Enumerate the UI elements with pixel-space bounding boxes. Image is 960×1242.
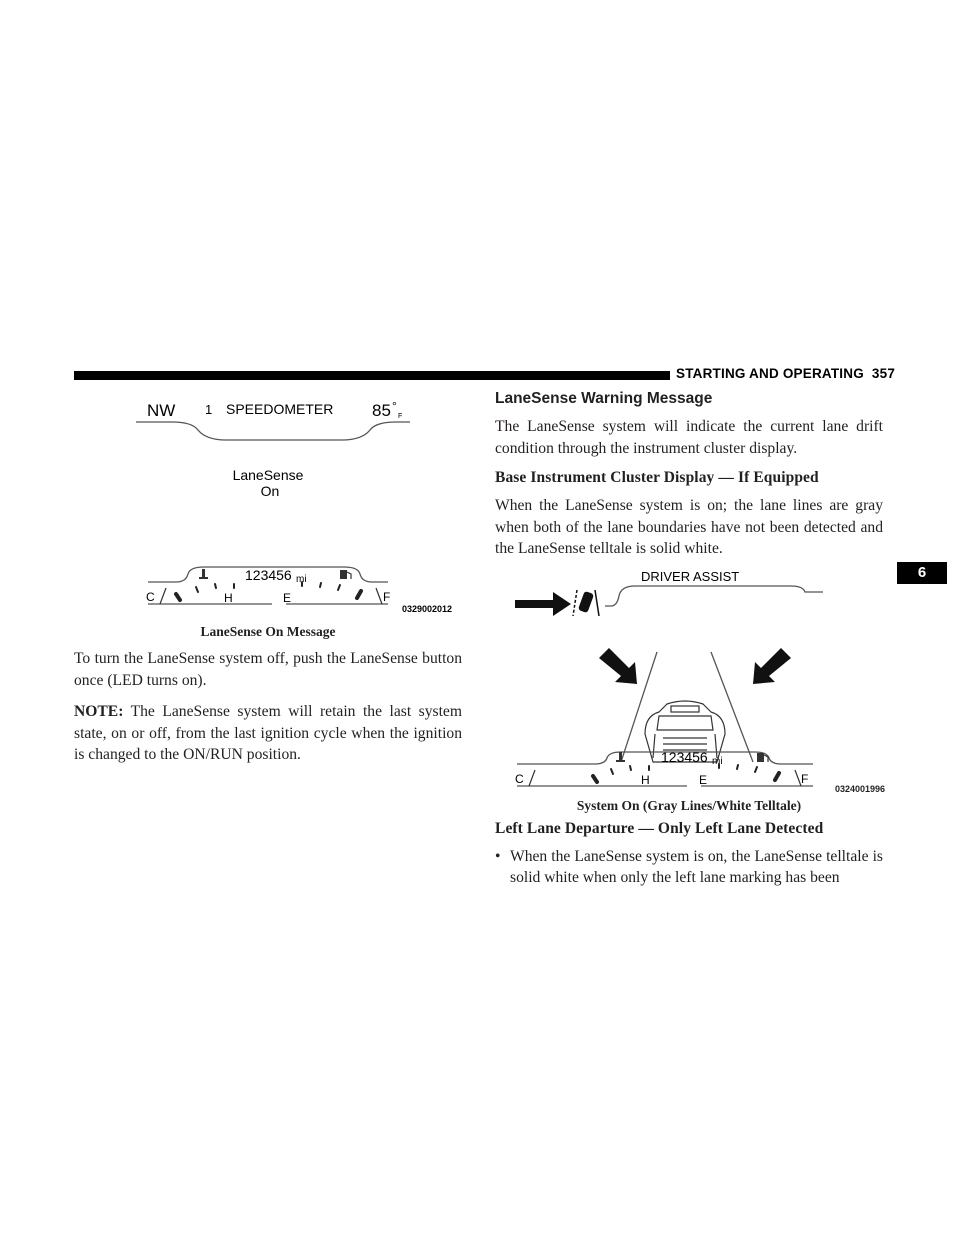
fuel-gauge-ticks [719, 764, 779, 780]
odometer-value: 123456 [245, 567, 292, 583]
list-item: • When the LaneSense system is on, the LaneSense telltale is solid white when only the left lane marking has been [495, 846, 883, 889]
section-heading: LaneSense Warning Message [495, 390, 713, 407]
gauge-label-hot: H [224, 591, 233, 605]
header-rule [74, 371, 670, 380]
gauge-label-empty: E [699, 772, 708, 787]
odometer-unit: mi [712, 755, 723, 767]
odometer-value: 123456 [661, 748, 708, 765]
gauge-label-full: F [383, 590, 391, 604]
figure-caption: LaneSense On Message [200, 624, 336, 639]
chapter-tab[interactable]: 6 [897, 562, 947, 584]
pointer-arrow-right-lane [753, 648, 791, 684]
bullet-list [495, 846, 883, 889]
note-paragraph [74, 701, 462, 766]
subheading-left-lane: Left Lane Departure — Only Left Lane Detected [495, 819, 824, 837]
screen-title: DRIVER ASSIST [641, 568, 740, 584]
paragraph-turn-off: To turn the LaneSense system off, push the LaneSense button once (LED turns on). [74, 650, 462, 689]
gauge-label-cold: C [146, 590, 155, 604]
figure-id: 0329002012 [402, 604, 453, 614]
section-title: STARTING AND OPERATING [676, 366, 864, 381]
note-label: NOTE: [74, 703, 124, 720]
right-lane-line [711, 652, 753, 762]
pointer-arrow-telltale [515, 592, 571, 616]
gauge-slash-left [529, 770, 535, 786]
driver-assist-display-figure [495, 566, 895, 790]
gauge-slash-right [376, 588, 382, 604]
odometer-unit: mi [296, 574, 307, 585]
screen-number: 1 [205, 402, 213, 417]
left-column [74, 396, 462, 766]
running-header [676, 366, 895, 381]
gauge-label-empty: E [283, 591, 292, 605]
compass-heading: NW [147, 401, 176, 420]
paragraph-gray-lines: When the LaneSense system is on; the lane lines are gray when both of the lane boundaries have not been detected and the LaneSense telltale is solid white. [495, 497, 883, 557]
fuel-gauge-ticks [302, 582, 361, 598]
subheading-base-cluster: Base Instrument Cluster Display — If Equipped [495, 469, 819, 486]
top-display-divider [136, 422, 410, 440]
paragraph-warning-intro: The LaneSense system will indicate the current lane drift condition through the instrument cluster display. [495, 418, 883, 457]
lanesense-telltale-icon [573, 590, 599, 616]
screen-title: SPEEDOMETER [226, 401, 334, 417]
message-line-1: LaneSense [232, 467, 304, 483]
gauge-label-hot: H [641, 772, 650, 787]
top-display-divider [605, 586, 823, 606]
temperature-value: 85 [372, 401, 391, 420]
gauge-label-cold: C [515, 771, 524, 786]
figure-id: 0324001996 [834, 783, 885, 794]
page-number: 357 [871, 366, 896, 381]
gauge-label-full: F [801, 771, 809, 786]
pointer-arrow-left-lane [599, 648, 637, 684]
coolant-temperature-icon [199, 569, 208, 579]
figure-caption: System On (Gray Lines/White Telltale) [576, 797, 802, 813]
lanesense-on-display-figure [74, 396, 474, 618]
temperature-unit: F [398, 413, 403, 420]
gauge-slash-left [160, 588, 166, 604]
message-line-2: On [260, 483, 280, 499]
fuel-pump-icon [340, 570, 351, 579]
right-column [495, 390, 883, 889]
temperature-degree: ° [392, 399, 397, 413]
note-text: The LaneSense system will retain the last system state, on or off, from the last ignition cycle when the ignition is changed to the ON/RUN position. [74, 703, 462, 763]
